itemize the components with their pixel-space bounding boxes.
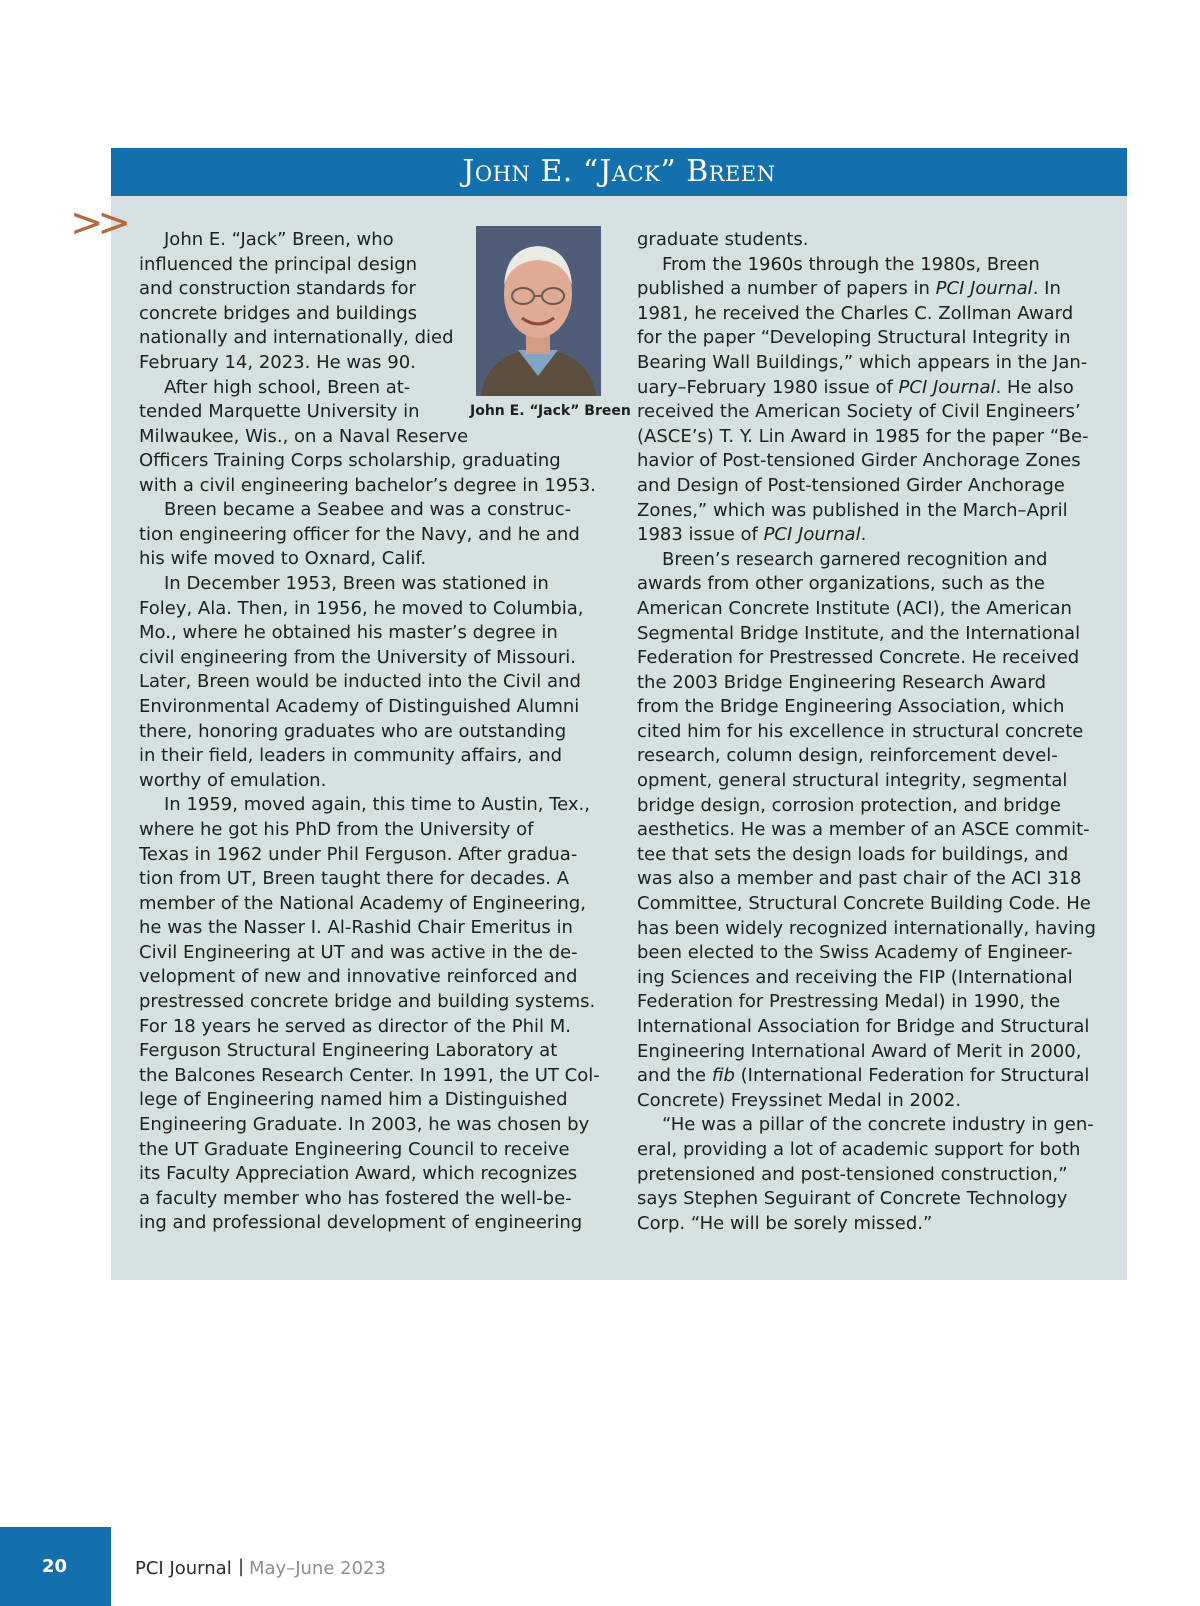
text-line: concrete bridges and buildings bbox=[139, 302, 418, 324]
text-line: tee that sets the design loads for buildings, and bbox=[637, 843, 1069, 865]
portrait-illustration bbox=[476, 226, 601, 396]
text-line: influenced the principal design bbox=[139, 253, 418, 275]
text-line: 1983 issue of PCI Journal. bbox=[637, 524, 867, 546]
text-line: he was the Nasser I. Al-Rashid Chair Emeritus in bbox=[139, 917, 573, 939]
portrait-photo bbox=[476, 226, 601, 396]
text-line: Zones,” which was published in the March–April bbox=[637, 499, 1068, 521]
text-line: the Balcones Research Center. In 1991, the UT Col- bbox=[139, 1064, 600, 1086]
text-line: prestressed concrete bridge and building systems. bbox=[139, 991, 596, 1013]
text-line: John E. “Jack” Breen, who bbox=[164, 229, 394, 250]
text-line: ing Sciences and receiving the FIP (International bbox=[637, 966, 1073, 988]
text-line: in their field, leaders in community affairs, and bbox=[139, 745, 563, 767]
text-line: Civil Engineering at UT and was active in the de- bbox=[139, 941, 578, 963]
text-line: there, honoring graduates who are outstanding bbox=[139, 720, 567, 742]
text-line: opment, general structural integrity, segmental bbox=[637, 770, 1068, 792]
text-line: Committee, Structural Concrete Building Code. He bbox=[637, 893, 1091, 915]
text-line: pretensioned and post-tensioned construction,” bbox=[637, 1163, 1068, 1185]
text-line: Mo., where he obtained his master’s degree in bbox=[139, 622, 558, 644]
text-line: 1981, he received the Charles C. Zollman Award bbox=[637, 302, 1074, 324]
text-line: For 18 years he served as director of the Phil M. bbox=[139, 1015, 571, 1037]
text-line: has been widely recognized internationally, having bbox=[637, 917, 1096, 939]
text-line: Federation for Prestressed Concrete. He received bbox=[637, 647, 1080, 669]
text-line: cited him for his excellence in structural concrete bbox=[637, 720, 1084, 742]
text-line: and construction standards for bbox=[139, 278, 416, 300]
text-line: was also a member and past chair of the ACI 318 bbox=[637, 868, 1082, 890]
text-line: Engineering Graduate. In 2003, he was chosen by bbox=[139, 1114, 590, 1136]
footer-separator: | bbox=[238, 1556, 245, 1577]
text-line: the UT Graduate Engineering Council to receive bbox=[139, 1138, 570, 1160]
text-line: published a number of papers in PCI Journal. In bbox=[637, 278, 1061, 300]
text-line: Ferguson Structural Engineering Laboratory at bbox=[139, 1040, 558, 1062]
text-line: been elected to the Swiss Academy of Engineer- bbox=[637, 942, 1073, 964]
text-line: awards from other organizations, such as the bbox=[637, 573, 1045, 595]
text-line: Federation for Prestressing Medal) in 1990, the bbox=[637, 991, 1061, 1013]
photo-caption: John E. “Jack” Breen bbox=[470, 403, 631, 419]
text-line: and the fib (International Federation for Structural bbox=[637, 1065, 1090, 1087]
text-line: aesthetics. He was a member of an ASCE commit- bbox=[637, 819, 1090, 841]
text-line: “He was a pillar of the concrete industry in gen- bbox=[662, 1114, 1094, 1136]
text-line: February 14, 2023. He was 90. bbox=[139, 351, 416, 373]
right-column bbox=[637, 228, 1107, 1236]
text-line: Bearing Wall Buildings,” which appears in the Jan- bbox=[637, 351, 1088, 373]
text-line: member of the National Academy of Engineering, bbox=[139, 892, 586, 914]
double-chevron-icon: >> bbox=[70, 200, 126, 246]
text-line: its Faculty Appreciation Award, which recognizes bbox=[139, 1163, 578, 1185]
text-line: Texas in 1962 under Phil Ferguson. After gradua- bbox=[139, 843, 578, 865]
text-line: tended Marquette University in bbox=[139, 401, 420, 422]
text-line: Segmental Bridge Institute, and the International bbox=[637, 622, 1081, 644]
text-line: Concrete) Freyssinet Medal in 2002. bbox=[637, 1089, 962, 1111]
text-line: lege of Engineering named him a Distinguished bbox=[139, 1089, 568, 1111]
page-number: 20 bbox=[42, 1556, 68, 1577]
text-line: ing and professional development of engineering bbox=[139, 1212, 583, 1234]
text-line: bridge design, corrosion protection, and bridge bbox=[637, 794, 1061, 816]
text-line: worthy of emulation. bbox=[139, 769, 327, 791]
text-line: tion engineering officer for the Navy, and he and bbox=[139, 523, 580, 545]
text-line: received the American Society of Civil Engineers’ bbox=[637, 401, 1081, 423]
text-line: Milwaukee, Wis., on a Naval Reserve bbox=[139, 425, 469, 447]
text-line: tion from UT, Breen taught there for decades. A bbox=[139, 868, 570, 890]
text-line: the 2003 Bridge Engineering Research Award bbox=[637, 671, 1047, 693]
text-line: uary–February 1980 issue of PCI Journal. He also bbox=[637, 376, 1074, 398]
text-line: Environmental Academy of Distinguished Alumni bbox=[139, 695, 580, 717]
left-column-top bbox=[139, 228, 459, 400]
text-line: Officers Training Corps scholarship, graduating bbox=[139, 450, 561, 471]
issue-date: May–June 2023 bbox=[249, 1558, 386, 1579]
text-line: nationally and internationally, died bbox=[139, 327, 454, 349]
text-line: Later, Breen would be inducted into the Civil and bbox=[139, 671, 581, 693]
text-line: velopment of new and innovative reinforced and bbox=[139, 966, 578, 988]
text-line: Engineering International Award of Merit in 2000, bbox=[637, 1040, 1082, 1062]
text-line: In December 1953, Breen was stationed in bbox=[164, 572, 549, 594]
text-line: Corp. “He will be sorely missed.” bbox=[637, 1212, 933, 1234]
left-column-mid bbox=[139, 400, 631, 449]
text-line: American Concrete Institute (ACI), the American bbox=[637, 597, 1072, 619]
text-line: Breen became a Seabee and was a construc- bbox=[164, 499, 572, 521]
text-line: for the paper “Developing Structural Integrity in bbox=[637, 327, 1071, 349]
text-line: civil engineering from the University of Missouri. bbox=[139, 646, 576, 668]
text-line: (ASCE’s) T. Y. Lin Award in 1985 for the paper “Be- bbox=[637, 425, 1089, 447]
text-line: a faculty member who has fostered the well-be- bbox=[139, 1187, 572, 1209]
text-line: graduate students. bbox=[637, 229, 809, 250]
text-line: From the 1960s through the 1980s, Breen bbox=[662, 253, 1040, 275]
left-column bbox=[139, 449, 619, 1236]
text-line: with a civil engineering bachelor’s degree in 1953. bbox=[139, 474, 596, 496]
text-line: In 1959, moved again, this time to Austin, Tex., bbox=[164, 794, 590, 816]
text-line: After high school, Breen at- bbox=[164, 376, 411, 398]
box-title: John E. “Jack” Breen bbox=[111, 148, 1127, 196]
text-line: and Design of Post-tensioned Girder Anchorage bbox=[637, 474, 1065, 496]
text-line: his wife moved to Oxnard, Calif. bbox=[139, 548, 427, 570]
text-line: where he got his PhD from the University of bbox=[139, 818, 534, 840]
text-line: research, column design, reinforcement devel- bbox=[637, 745, 1058, 767]
publication-name: PCI Journal bbox=[135, 1558, 232, 1579]
text-line: eral, providing a lot of academic support for both bbox=[637, 1138, 1081, 1160]
text-line: havior of Post-tensioned Girder Anchorage Zones bbox=[637, 450, 1081, 472]
text-line: from the Bridge Engineering Association, which bbox=[637, 696, 1065, 718]
text-line: Foley, Ala. Then, in 1956, he moved to Columbia, bbox=[139, 597, 584, 619]
text-line: International Association for Bridge and Structural bbox=[637, 1016, 1090, 1037]
text-line: says Stephen Seguirant of Concrete Technology bbox=[637, 1188, 1068, 1210]
text-line: Breen’s research garnered recognition and bbox=[662, 548, 1048, 570]
